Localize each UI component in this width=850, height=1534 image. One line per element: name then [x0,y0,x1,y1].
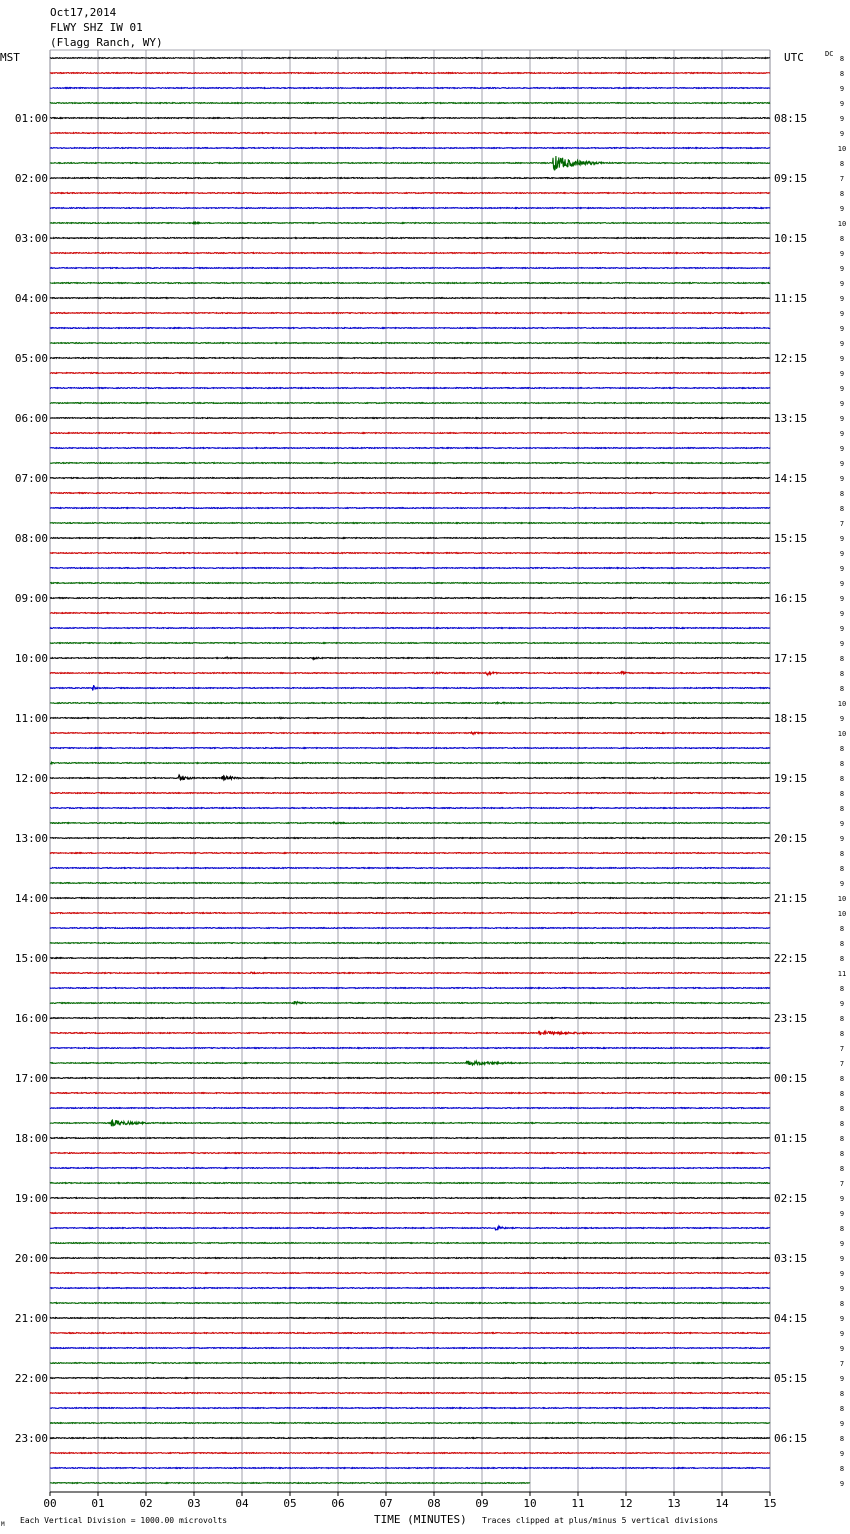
time-gridlines [50,50,770,1492]
dc-offset-value: 9 [839,550,845,558]
dc-offset-value: 9 [839,535,845,543]
dc-offset-value: 10 [837,730,847,738]
trace-row [50,1001,770,1004]
trace-row [50,493,770,494]
dc-offset-value: 8 [839,790,845,798]
dc-offset-value: 8 [839,505,845,513]
dc-offset-value: 7 [839,1180,845,1188]
trace-row [50,1031,770,1035]
utc-hour-label: 13:15 [774,412,808,425]
trace-row [50,298,770,299]
minute-tick-label: 14 [715,1497,729,1510]
dc-offset-value: 8 [839,1120,845,1128]
trace-row [50,1333,770,1334]
trace-row [50,118,770,119]
trace-row [50,1348,770,1349]
dc-offset-value: 9 [839,1375,845,1383]
dc-offset-value: 9 [839,610,845,618]
trace-row [50,478,770,479]
trace-row [50,193,770,194]
station-location: (Flagg Ranch, WY) [50,36,163,49]
utc-hour-label: 19:15 [774,772,808,785]
dc-offset-value: 8 [839,1465,845,1473]
dc-offset-value: 9 [839,100,845,108]
trace-row [50,958,770,959]
dc-offset-value: 9 [839,385,845,393]
trace-row [50,508,770,509]
trace-row [50,1258,770,1259]
corner-mark: M [1,1521,5,1528]
dc-offset-value: 7 [839,1060,845,1068]
minute-tick-label: 09 [475,1497,489,1510]
trace-row [50,913,770,914]
dc-offset-value: 9 [839,430,845,438]
dc-offset-value: 9 [839,205,845,213]
utc-hour-label: 14:15 [774,472,808,485]
dc-offset-value: 9 [839,295,845,303]
dc-offset-value: 8 [839,1030,845,1038]
trace-row [50,238,770,239]
mst-hour-label: 15:00 [14,952,48,965]
dc-offset-value: 7 [839,1360,845,1368]
dc-offset-value: 8 [839,955,845,963]
dc-offset-value: 8 [839,1225,845,1233]
dc-offset-value: 8 [839,670,845,678]
dc-offset-value: 9 [839,1450,845,1458]
record-date: Oct17,2014 [50,6,117,19]
dc-offset-value: 9 [839,565,845,573]
dc-offset-value: 8 [839,805,845,813]
trace-row [50,657,770,659]
trace-row [50,808,770,809]
minute-tick-label: 06 [331,1497,345,1510]
trace-row [50,1408,770,1409]
minute-tick-label: 15 [763,1497,777,1510]
utc-hour-label: 11:15 [774,292,808,305]
utc-hour-label: 03:15 [774,1252,808,1265]
trace-row [50,1438,770,1439]
mst-hour-label: 11:00 [14,712,48,725]
mst-hour-labels [15,112,48,1445]
dc-offset-value: 8 [839,775,845,783]
trace-row [50,88,770,89]
trace-row [50,268,770,269]
minute-tick-label: 03 [187,1497,201,1510]
trace-row [50,732,770,734]
trace-row [50,748,770,749]
trace-row [50,613,770,614]
trace-row [50,1393,770,1394]
dc-offset-value: 8 [839,1390,845,1398]
trace-row [50,762,770,763]
trace-row [50,702,770,704]
trace-row [50,1138,770,1139]
dc-column-label: DC [825,50,834,58]
trace-row [50,1468,770,1469]
dc-offset-value: 8 [839,1090,845,1098]
dc-offset-value: 8 [839,1165,845,1173]
trace-row [50,403,770,404]
dc-offset-value: 8 [839,940,845,948]
dc-offset-value: 8 [839,1405,845,1413]
trace-row [50,283,770,284]
trace-row [50,1168,770,1169]
dc-offset-value: 9 [839,595,845,603]
trace-row [50,1078,770,1079]
dc-offset-value: 8 [839,1435,845,1443]
mst-hour-label: 07:00 [14,472,48,485]
right-timezone-label: UTC [784,51,804,64]
utc-hour-label: 22:15 [774,952,808,965]
mst-hour-label: 14:00 [14,892,48,905]
mst-hour-label: 10:00 [14,652,48,665]
trace-row [50,253,770,254]
dc-offset-value: 7 [839,520,845,528]
dc-offset-value: 9 [839,310,845,318]
trace-row [50,58,770,59]
dc-offset-value: 8 [839,850,845,858]
mst-hour-label: 01:00 [14,112,48,125]
trace-row [50,448,770,449]
trace-row [50,1108,770,1109]
trace-row [50,598,770,599]
utc-hour-label: 06:15 [774,1432,808,1445]
trace-row [50,988,770,989]
trace-row [50,133,770,134]
trace-row [50,1226,770,1230]
trace-row [50,553,770,554]
trace-row [50,583,770,584]
utc-hour-label: 17:15 [774,652,808,665]
utc-hour-label: 00:15 [774,1072,808,1085]
dc-offset-value: 8 [839,760,845,768]
dc-offset-value: 8 [839,1135,845,1143]
dc-offset-value: 11 [837,970,847,978]
utc-hour-label: 01:15 [774,1132,808,1145]
dc-offset-value: 9 [839,445,845,453]
trace-row [50,523,770,524]
dc-offset-value: 8 [839,160,845,168]
trace-row [50,1120,770,1126]
minute-tick-label: 01 [91,1497,105,1510]
dc-offset-value: 8 [839,55,845,63]
utc-hour-label: 21:15 [774,892,808,905]
trace-row [50,822,770,824]
mst-hour-label: 18:00 [14,1132,48,1145]
utc-hour-label: 08:15 [774,112,808,125]
dc-offset-value: 10 [837,910,847,918]
trace-row [50,222,770,225]
dc-offset-value: 9 [839,475,845,483]
minute-tick-label: 02 [139,1497,153,1510]
mst-hour-label: 09:00 [14,592,48,605]
utc-hour-label: 09:15 [774,172,808,185]
mst-hour-label: 20:00 [14,1252,48,1265]
trace-row [50,73,770,74]
seismic-traces [50,58,770,1484]
trace-row [50,1423,770,1424]
trace-row [50,418,770,419]
dc-offset-value: 10 [837,145,847,153]
dc-offset-value: 7 [839,175,845,183]
trace-row [50,1318,770,1319]
dc-offset-value: 10 [837,220,847,228]
minute-tick-label: 08 [427,1497,441,1510]
trace-row [50,178,770,179]
trace-row [50,1183,770,1184]
dc-offset-value: 9 [839,1480,845,1488]
dc-offset-value: 10 [837,700,847,708]
utc-hour-label: 05:15 [774,1372,808,1385]
mst-hour-label: 05:00 [14,352,48,365]
utc-hour-label: 12:15 [774,352,808,365]
trace-row [50,1213,770,1214]
minute-tick-label: 05 [283,1497,297,1510]
dc-offset-value: 9 [839,460,845,468]
x-axis-title: TIME (MINUTES) [374,1513,467,1526]
mst-hour-label: 02:00 [14,172,48,185]
trace-row [50,156,770,170]
trace-row [50,1303,770,1304]
dc-offset-value: 9 [839,1420,845,1428]
trace-row [50,208,770,209]
dc-offset-value: 8 [839,1300,845,1308]
mst-hour-label: 03:00 [14,232,48,245]
trace-row [50,928,770,929]
dc-offset-value: 9 [839,1240,845,1248]
utc-hour-label: 02:15 [774,1192,808,1205]
station-code: FLWY SHZ IW 01 [50,21,143,34]
minute-tick-label: 10 [523,1497,537,1510]
minute-tick-label: 11 [571,1497,585,1510]
dc-offset-value: 9 [839,580,845,588]
dc-offset-value: 9 [839,715,845,723]
trace-row [50,1198,770,1199]
clipping-note: Traces clipped at plus/minus 5 vertical divisions [482,1516,719,1525]
dc-offset-value: 8 [839,190,845,198]
trace-row [50,943,770,944]
trace-row [50,1243,770,1244]
mst-hour-label: 22:00 [14,1372,48,1385]
trace-row [50,1153,770,1154]
left-timezone-label: MST [0,51,20,64]
dc-offset-value: 9 [839,820,845,828]
minute-tick-label: 07 [379,1497,393,1510]
trace-row [50,1453,770,1454]
trace-row [50,628,770,629]
trace-row [50,538,770,539]
dc-offset-value: 9 [839,250,845,258]
dc-offset-labels [838,55,846,1488]
mst-hour-label: 08:00 [14,532,48,545]
dc-offset-value: 9 [839,1345,845,1353]
dc-offset-value: 9 [839,400,845,408]
trace-row [50,148,770,149]
trace-row [50,343,770,344]
trace-row [50,568,770,569]
trace-row [50,883,770,884]
dc-offset-value: 8 [839,985,845,993]
trace-row [50,685,770,690]
dc-offset-value: 9 [839,1255,845,1263]
dc-offset-value: 9 [839,1315,845,1323]
utc-hour-label: 10:15 [774,232,808,245]
minute-tick-label: 13 [667,1497,681,1510]
trace-row [50,328,770,329]
trace-row [50,1048,770,1049]
utc-hour-label: 20:15 [774,832,808,845]
dc-offset-value: 9 [839,370,845,378]
dc-offset-value: 9 [839,325,845,333]
dc-offset-value: 9 [839,355,845,363]
trace-row [50,1273,770,1274]
dc-offset-value: 9 [839,115,845,123]
dc-offset-value: 8 [839,1105,845,1113]
trace-row [50,898,770,899]
minute-tick-label: 04 [235,1497,249,1510]
dc-offset-value: 8 [839,490,845,498]
trace-row [50,972,770,974]
dc-offset-value: 9 [839,1330,845,1338]
dc-offset-value: 9 [839,1195,845,1203]
trace-row [50,775,770,780]
dc-offset-value: 9 [839,415,845,423]
trace-row [50,643,770,644]
trace-row [50,868,770,869]
dc-offset-value: 9 [839,280,845,288]
dc-offset-value: 9 [839,265,845,273]
trace-row [50,838,770,839]
trace-row [50,793,770,794]
dc-offset-value: 9 [839,1210,845,1218]
dc-offset-value: 8 [839,685,845,693]
mst-hour-label: 12:00 [14,772,48,785]
mst-hour-label: 13:00 [14,832,48,845]
trace-row [50,1363,770,1364]
dc-offset-value: 9 [839,625,845,633]
mst-hour-label: 23:00 [14,1432,48,1445]
utc-hour-labels [774,112,807,1445]
trace-row [50,1093,770,1094]
trace-row [50,1378,770,1379]
dc-offset-value: 9 [839,640,845,648]
mst-hour-label: 21:00 [14,1312,48,1325]
minute-tick-labels [43,1492,776,1510]
trace-row [50,388,770,389]
dc-offset-value: 9 [839,835,845,843]
dc-offset-value: 8 [839,1150,845,1158]
minute-tick-label: 12 [619,1497,633,1510]
dc-offset-value: 8 [839,235,845,243]
dc-offset-value: 9 [839,130,845,138]
utc-hour-label: 23:15 [774,1012,808,1025]
trace-row [50,1483,530,1484]
trace-row [50,1061,770,1065]
trace-row [50,433,770,434]
trace-row [50,373,770,374]
trace-row [50,853,770,854]
dc-offset-value: 10 [837,895,847,903]
mst-hour-label: 19:00 [14,1192,48,1205]
dc-offset-value: 9 [839,1000,845,1008]
dc-offset-value: 8 [839,1075,845,1083]
trace-row [50,103,770,104]
vertical-division-note: Each Vertical Division = 1000.00 microvolts [20,1516,228,1525]
trace-row [50,672,770,675]
trace-row [50,313,770,314]
trace-row [50,358,770,359]
dc-offset-value: 8 [839,865,845,873]
trace-row [50,717,770,719]
utc-hour-label: 15:15 [774,532,808,545]
dc-offset-value: 7 [839,1045,845,1053]
trace-row [50,1018,770,1019]
trace-row [50,1288,770,1289]
dc-offset-value: 8 [839,655,845,663]
minute-tick-label: 00 [43,1497,57,1510]
mst-hour-label: 04:00 [14,292,48,305]
dc-offset-value: 8 [839,745,845,753]
dc-offset-value: 8 [839,1015,845,1023]
utc-hour-label: 18:15 [774,712,808,725]
dc-offset-value: 9 [839,1285,845,1293]
mst-hour-label: 17:00 [14,1072,48,1085]
dc-offset-value: 8 [839,925,845,933]
dc-offset-value: 9 [839,880,845,888]
mst-hour-label: 16:00 [14,1012,48,1025]
mst-hour-label: 06:00 [14,412,48,425]
dc-offset-value: 8 [839,70,845,78]
dc-offset-value: 9 [839,340,845,348]
trace-row [50,463,770,464]
utc-hour-label: 04:15 [774,1312,808,1325]
utc-hour-label: 16:15 [774,592,808,605]
dc-offset-value: 9 [839,1270,845,1278]
dc-offset-value: 9 [839,85,845,93]
